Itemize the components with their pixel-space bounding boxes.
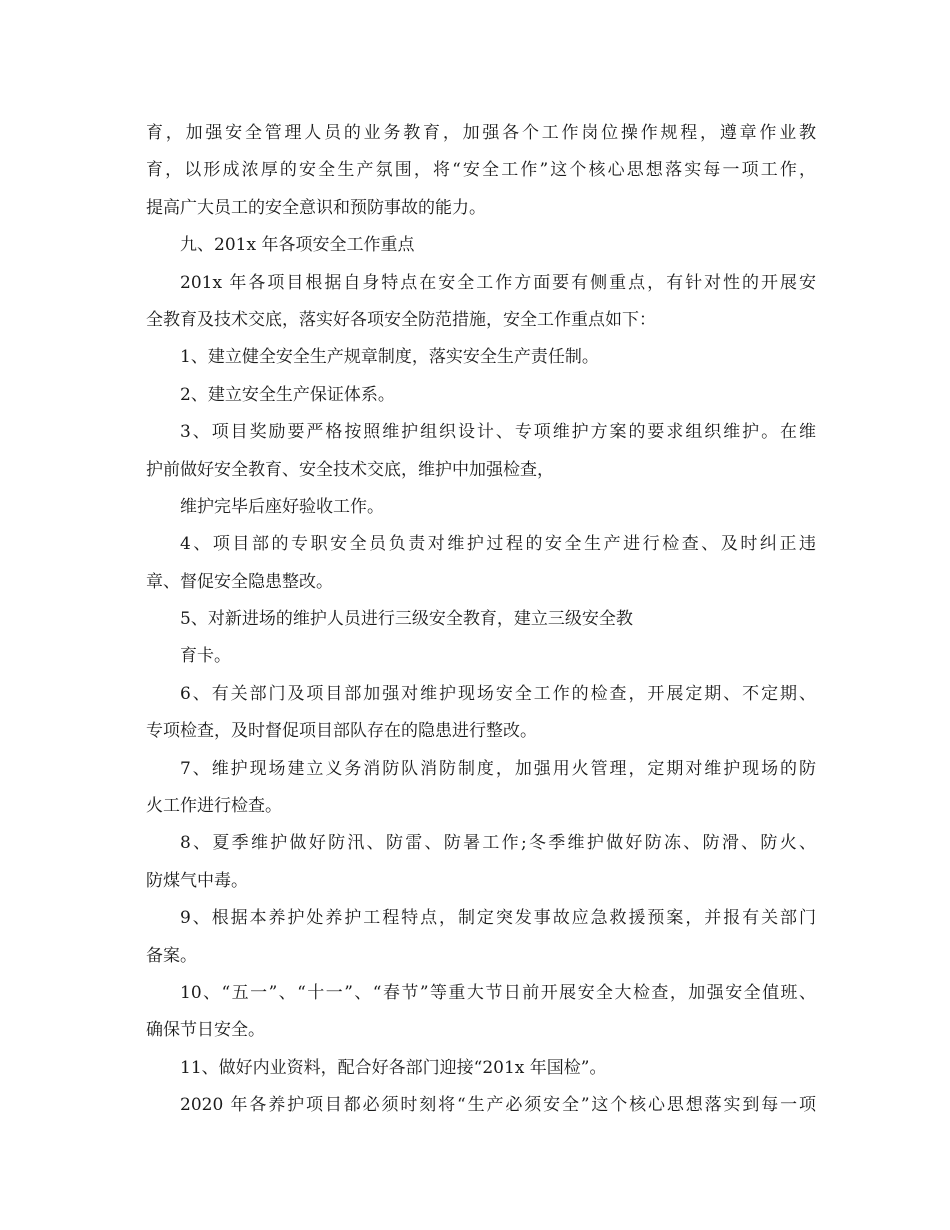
text-line: 4、项目部的专职安全员负责对维护过程的安全生产进行检查、及时纠正违 <box>180 534 816 555</box>
text-line: 8、夏季维护做好防汛、防雷、防暑工作;冬季维护做好防冻、防滑、防火、 <box>180 833 816 854</box>
text-line: 6、有关部门及项目部加强对维护现场安全工作的检查，开展定期、不定期、 <box>180 683 816 704</box>
text-line: 防煤气中毒。 <box>146 870 248 891</box>
text-line: 全教育及技术交底，落实好各项安全防范措施，安全工作重点如下： <box>146 309 656 330</box>
text-line: 9、根据本养护处养护工程特点，制定突发事故应急救援预案，并报有关部门 <box>180 908 816 929</box>
text-line: 维护完毕后座好验收工作。 <box>180 496 384 517</box>
text-line: 确保节日安全。 <box>146 1020 265 1041</box>
text-line: 7、维护现场建立义务消防队消防制度，加强用火管理，定期对维护现场的防 <box>180 758 816 779</box>
text-line: 2020 年各养护项目都必须时刻将“生产必须安全”这个核心思想落实到每一项 <box>180 1095 816 1116</box>
text-line: 提高广大员工的安全意识和预防事故的能力。 <box>146 197 486 218</box>
text-line: 1、建立健全安全生产规章制度，落实安全生产责任制。 <box>180 347 599 368</box>
text-line: 备案。 <box>146 945 197 966</box>
text-line: 11、做好内业资料，配合好各部门迎接“201x 年国检”。 <box>180 1057 607 1078</box>
text-line: 10、“五一”、“十一”、“春节”等重大节日前开展安全大检查，加强安全值班、 <box>180 982 816 1003</box>
text-line: 育，以形成浓厚的安全生产氛围，将“安全工作”这个核心思想落实每一项工作， <box>146 160 816 181</box>
text-line: 育卡。 <box>180 646 231 667</box>
text-line: 火工作进行检查。 <box>146 796 282 817</box>
text-line: 九、201x 年各项安全工作重点 <box>180 235 415 256</box>
text-line: 2、建立安全生产保证体系。 <box>180 384 395 405</box>
text-line: 育，加强安全管理人员的业务教育，加强各个工作岗位操作规程，遵章作业教 <box>146 123 816 143</box>
text-line: 201x 年各项目根据自身特点在安全工作方面要有侧重点，有针对性的开展安 <box>180 272 816 293</box>
text-line: 3、项目奖励要严格按照维护组织设计、专项维护方案的要求组织维护。在维 <box>180 422 816 443</box>
text-line: 章、督促安全隐患整改。 <box>146 571 333 592</box>
text-line: 护前做好安全教育、安全技术交底，维护中加强检查， <box>146 459 554 480</box>
text-line: 专项检查，及时督促项目部队存在的隐患进行整改。 <box>146 721 537 742</box>
document-body <box>146 115 816 1125</box>
text-line: 5、对新进场的维护人员进行三级安全教育，建立三级安全教 <box>180 609 633 630</box>
